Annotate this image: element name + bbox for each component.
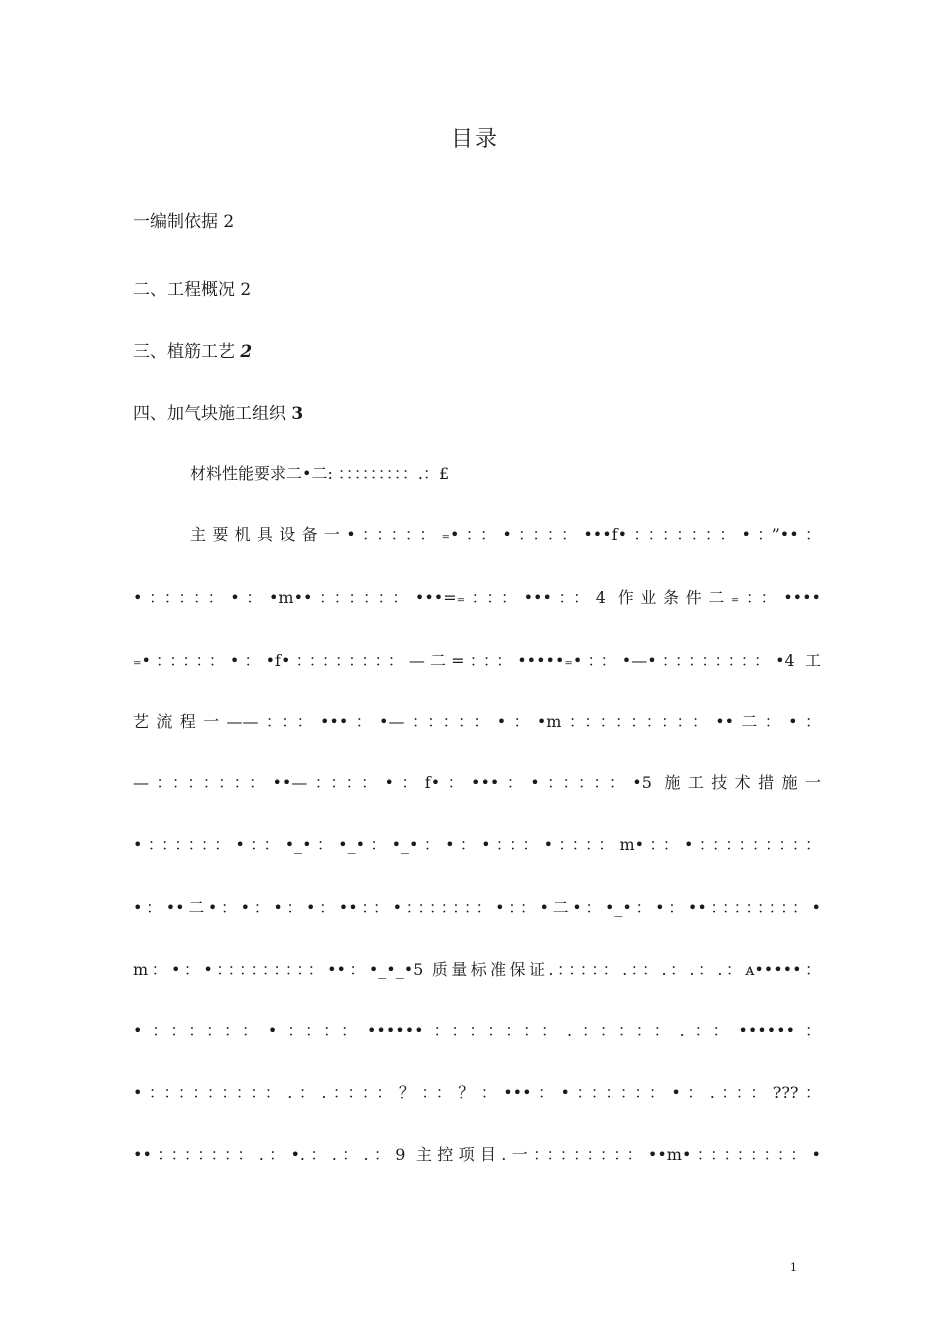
text-line: ••：：：：：：：.：•.：.：.：9 主控项目.一：：：：：：：：••m•：：：：：：：：• bbox=[133, 1145, 821, 1164]
text-line: •：••二•：•：•：•：••：：•：：：：：：：•：：•二•：•_•：•：••：：：：：：：：• bbox=[133, 898, 821, 917]
toc-item-2[interactable] bbox=[133, 275, 251, 300]
text-line: —：：：：：：：••—：：：：•：f•：•••：•：：：：：•5 施工技术措施一 bbox=[133, 773, 821, 792]
text-line: •：：：：：•：•m••：：：：：：•••=₌：：：•••：：4 作业条件二₌：：•••• bbox=[133, 588, 821, 607]
toc-item-4[interactable] bbox=[133, 399, 303, 424]
text-line: 主要机具设备一•：：：：：₌•：：•：：：：•••f•：：：：：：：•：”••： bbox=[190, 525, 821, 544]
toc-item-text: 四、加气块施工组织 bbox=[133, 404, 292, 424]
text-line: ₌•：：：：：•：•f•：：：：：：：：—二=：：：•••••₌•：：•—•：：：：：：：：•4 工 bbox=[133, 651, 821, 670]
toc-item-1[interactable] bbox=[133, 207, 234, 232]
page-number: 1 bbox=[790, 1261, 797, 1274]
toc-item-text: 一编制依据 2 bbox=[133, 212, 235, 232]
toc-item-text: 三、植筋工艺 bbox=[133, 342, 241, 362]
text-line: •：：：：：：•：：：：••••••：：：：：：：.：：：：：.：：••••••： bbox=[133, 1021, 821, 1040]
text-line: 艺流程一——：：：•••：•—：：：：：•：•m：：：：：：：：：••二：•： bbox=[133, 712, 821, 731]
toc-item-text: 二、工程概况 2 bbox=[133, 280, 252, 300]
text-line: m：•：•：：：：：：：：：••：•_•_•5 质量标准保证.：：：：：.：：.：.：.：ᴀ•••••： bbox=[133, 960, 821, 979]
text-line: •：：：：：：•：：•_•：•_•：•_•：•：•：：：•：：：：m•：：•：：：：：：：：： bbox=[133, 835, 821, 854]
toc-item-page: 2 bbox=[240, 342, 253, 362]
text-line: •：：：：：：：：：.：.：：：：？：：？：•••：•：：：：：：•：.：：：???： bbox=[133, 1083, 821, 1102]
text-line: 材料性能要求二•二: ：：：：：：：：：.：£ bbox=[190, 464, 450, 483]
toc-item-3[interactable] bbox=[133, 337, 252, 362]
page-title: 目录 bbox=[450, 127, 499, 152]
toc-item-page: 3 bbox=[291, 404, 304, 424]
